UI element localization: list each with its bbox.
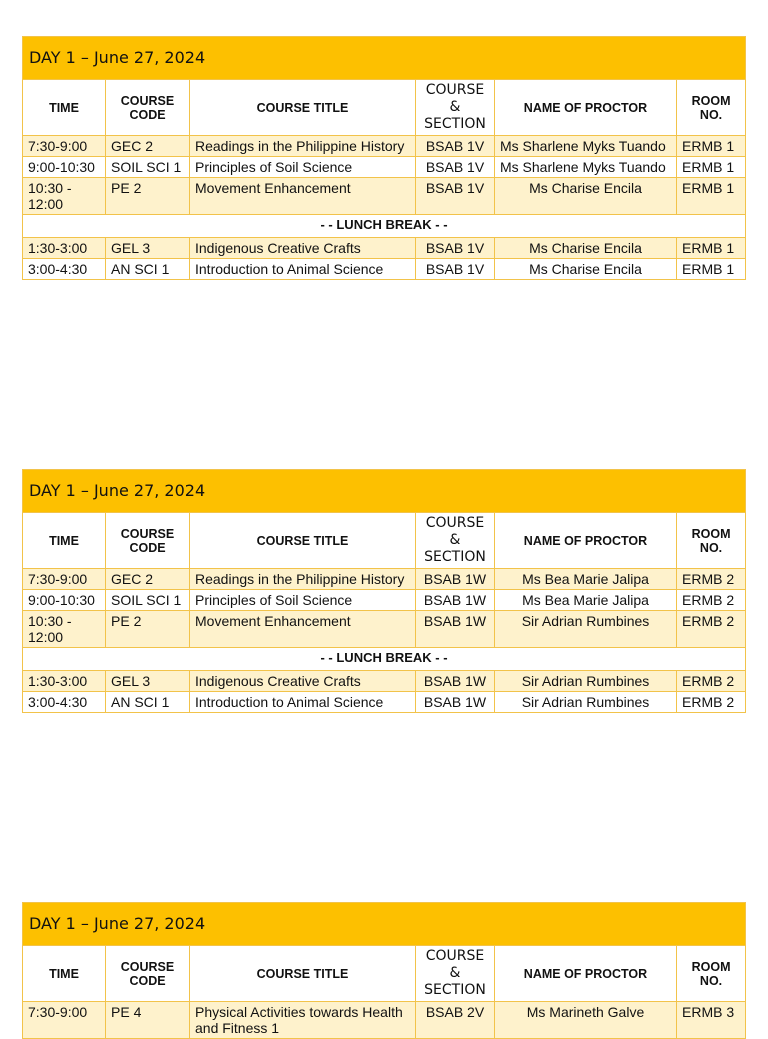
section-cell: BSAB 1V <box>416 136 495 157</box>
room-cell: ERMB 1 <box>677 259 746 280</box>
course-title-cell: Physical Activities towards Health and Fitness 1 <box>190 1002 416 1039</box>
header-proctor: NAME OF PROCTOR <box>495 80 677 136</box>
header-proctor: NAME OF PROCTOR <box>495 513 677 569</box>
room-cell: ERMB 2 <box>677 671 746 692</box>
table-row <box>23 178 746 215</box>
course-title-cell: Indigenous Creative Crafts <box>190 238 416 259</box>
schedule-table-3 <box>22 902 746 1039</box>
lunch-break-row: - - LUNCH BREAK - - <box>23 648 746 671</box>
proctor-cell: Ms Marineth Galve <box>495 1002 677 1039</box>
section-cell: BSAB 1V <box>416 238 495 259</box>
header-room: ROOM NO. <box>677 513 746 569</box>
course-title-cell: Movement Enhancement <box>190 178 416 215</box>
proctor-cell: Sir Adrian Rumbines <box>495 671 677 692</box>
course-code-cell: GEL 3 <box>106 238 190 259</box>
room-cell: ERMB 2 <box>677 590 746 611</box>
header-time: TIME <box>23 80 106 136</box>
section-cell: BSAB 1V <box>416 259 495 280</box>
room-cell: ERMB 2 <box>677 692 746 713</box>
table-row <box>23 569 746 590</box>
section-cell: BSAB 1V <box>416 157 495 178</box>
table-row <box>23 259 746 280</box>
course-code-cell: SOIL SCI 1 <box>106 157 190 178</box>
header-course-code: COURSE CODE <box>106 513 190 569</box>
header-course-code: COURSE CODE <box>106 946 190 1002</box>
room-cell: ERMB 2 <box>677 569 746 590</box>
schedule-title: DAY 1 – June 27, 2024 <box>23 903 746 946</box>
lunch-break-row: - - LUNCH BREAK - - <box>23 215 746 238</box>
section-cell: BSAB 1W <box>416 569 495 590</box>
course-code-cell: SOIL SCI 1 <box>106 590 190 611</box>
room-cell: ERMB 1 <box>677 238 746 259</box>
header-time: TIME <box>23 513 106 569</box>
proctor-cell: Ms Charise Encila <box>495 259 677 280</box>
time-cell: 3:00-4:30 <box>23 692 106 713</box>
table-row <box>23 136 746 157</box>
section-cell: BSAB 1V <box>416 178 495 215</box>
section-cell: BSAB 2V <box>416 1002 495 1039</box>
time-cell: 7:30-9:00 <box>23 1002 106 1039</box>
time-cell: 9:00-10:30 <box>23 157 106 178</box>
course-title-cell: Movement Enhancement <box>190 611 416 648</box>
table-row <box>23 692 746 713</box>
section-cell: BSAB 1W <box>416 611 495 648</box>
time-cell: 1:30-3:00 <box>23 238 106 259</box>
course-code-cell: GEC 2 <box>106 569 190 590</box>
proctor-cell: Ms Bea Marie Jalipa <box>495 590 677 611</box>
header-course-section: COURSE & SECTION <box>416 513 495 569</box>
proctor-cell: Ms Bea Marie Jalipa <box>495 569 677 590</box>
course-code-cell: PE 4 <box>106 1002 190 1039</box>
header-proctor: NAME OF PROCTOR <box>495 946 677 1002</box>
course-title-cell: Introduction to Animal Science <box>190 692 416 713</box>
proctor-cell: Sir Adrian Rumbines <box>495 692 677 713</box>
table-row <box>23 671 746 692</box>
course-title-cell: Readings in the Philippine History <box>190 569 416 590</box>
section-cell: BSAB 1W <box>416 692 495 713</box>
course-code-cell: GEC 2 <box>106 136 190 157</box>
header-time: TIME <box>23 946 106 1002</box>
course-title-cell: Principles of Soil Science <box>190 590 416 611</box>
section-cell: BSAB 1W <box>416 590 495 611</box>
room-cell: ERMB 1 <box>677 136 746 157</box>
table-row <box>23 590 746 611</box>
room-cell: ERMB 1 <box>677 178 746 215</box>
room-cell: ERMB 3 <box>677 1002 746 1039</box>
table-row <box>23 611 746 648</box>
section-cell: BSAB 1W <box>416 671 495 692</box>
header-course-section: COURSE & SECTION <box>416 80 495 136</box>
room-cell: ERMB 1 <box>677 157 746 178</box>
header-course-section: COURSE & SECTION <box>416 946 495 1002</box>
time-cell: 3:00-4:30 <box>23 259 106 280</box>
time-cell: 10:30 - 12:00 <box>23 611 106 648</box>
schedule-title: DAY 1 – June 27, 2024 <box>23 37 746 80</box>
time-cell: 9:00-10:30 <box>23 590 106 611</box>
time-cell: 10:30 - 12:00 <box>23 178 106 215</box>
header-course-title: COURSE TITLE <box>190 513 416 569</box>
header-room: ROOM NO. <box>677 80 746 136</box>
course-title-cell: Principles of Soil Science <box>190 157 416 178</box>
table-row <box>23 238 746 259</box>
table-row <box>23 1002 746 1039</box>
schedule-table-1 <box>22 36 746 280</box>
header-course-title: COURSE TITLE <box>190 80 416 136</box>
room-cell: ERMB 2 <box>677 611 746 648</box>
course-code-cell: GEL 3 <box>106 671 190 692</box>
proctor-cell: Sir Adrian Rumbines <box>495 611 677 648</box>
schedule-title: DAY 1 – June 27, 2024 <box>23 470 746 513</box>
course-title-cell: Introduction to Animal Science <box>190 259 416 280</box>
course-title-cell: Indigenous Creative Crafts <box>190 671 416 692</box>
schedule-table-2 <box>22 469 746 713</box>
header-course-title: COURSE TITLE <box>190 946 416 1002</box>
table-row <box>23 157 746 178</box>
header-room: ROOM NO. <box>677 946 746 1002</box>
proctor-cell: Ms Charise Encila <box>495 178 677 215</box>
proctor-cell: Ms Sharlene Myks Tuando <box>495 136 677 157</box>
time-cell: 1:30-3:00 <box>23 671 106 692</box>
course-code-cell: PE 2 <box>106 178 190 215</box>
course-code-cell: AN SCI 1 <box>106 692 190 713</box>
course-code-cell: AN SCI 1 <box>106 259 190 280</box>
header-course-code: COURSE CODE <box>106 80 190 136</box>
time-cell: 7:30-9:00 <box>23 569 106 590</box>
course-title-cell: Readings in the Philippine History <box>190 136 416 157</box>
course-code-cell: PE 2 <box>106 611 190 648</box>
proctor-cell: Ms Sharlene Myks Tuando <box>495 157 677 178</box>
time-cell: 7:30-9:00 <box>23 136 106 157</box>
proctor-cell: Ms Charise Encila <box>495 238 677 259</box>
